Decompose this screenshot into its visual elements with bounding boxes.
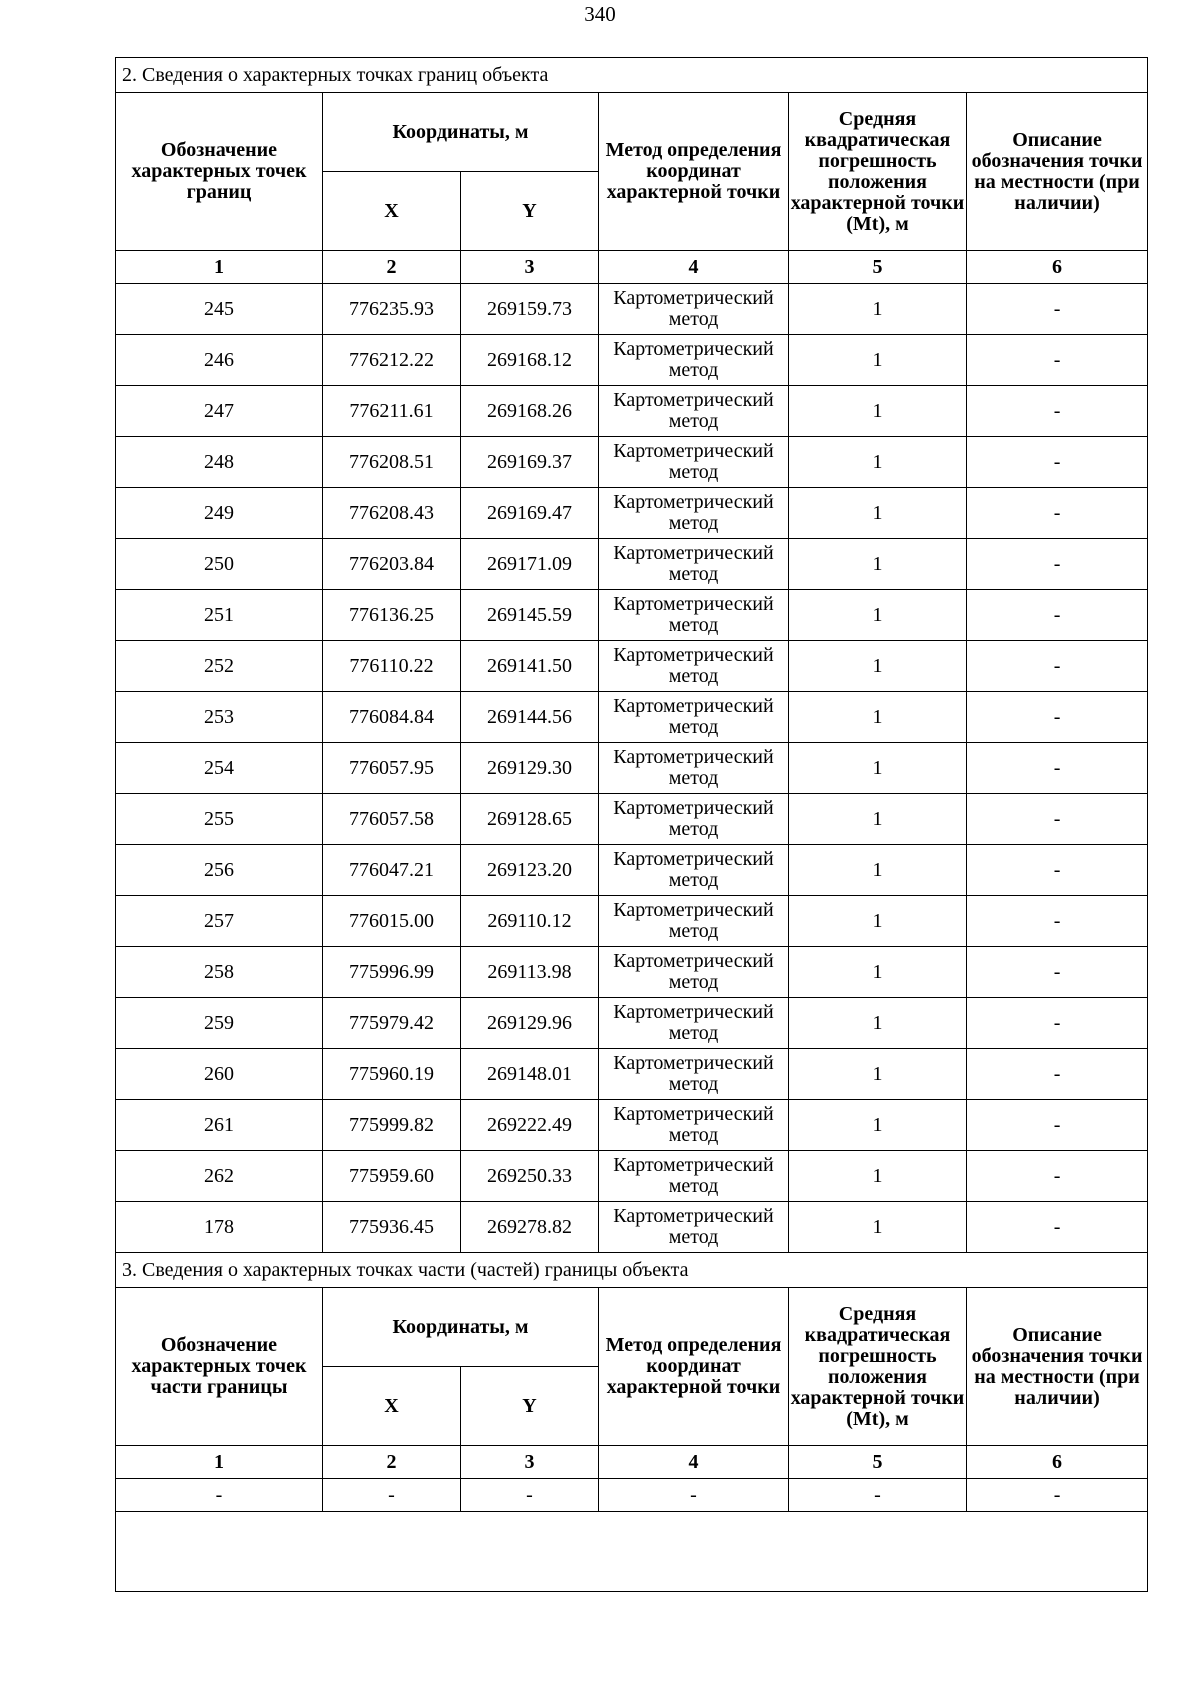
column-number: 2 — [323, 1446, 461, 1479]
method-cell: Картометрический метод — [599, 845, 789, 896]
description-cell: - — [967, 845, 1148, 896]
error-cell: 1 — [789, 1151, 967, 1202]
method-cell: Картометрический метод — [599, 386, 789, 437]
x-cell: 776208.51 — [323, 437, 461, 488]
error-cell: 1 — [789, 896, 967, 947]
error-cell: - — [789, 1479, 967, 1512]
method-cell: Картометрический метод — [599, 590, 789, 641]
y-cell: 269145.59 — [461, 590, 599, 641]
column-number: 3 — [461, 1446, 599, 1479]
column-number: 1 — [116, 1446, 323, 1479]
point-cell: 262 — [116, 1151, 323, 1202]
description-cell: - — [967, 641, 1148, 692]
column-number: 4 — [599, 1446, 789, 1479]
method-cell: Картометрический метод — [599, 284, 789, 335]
error-cell: 1 — [789, 590, 967, 641]
y-cell: 269169.47 — [461, 488, 599, 539]
header-coordinates: Координаты, м — [323, 1288, 599, 1367]
x-cell: 776110.22 — [323, 641, 461, 692]
error-cell: 1 — [789, 998, 967, 1049]
table-row — [116, 1479, 1148, 1512]
y-cell: 269168.26 — [461, 386, 599, 437]
method-cell: Картометрический метод — [599, 437, 789, 488]
x-cell: 775996.99 — [323, 947, 461, 998]
table-row — [116, 437, 1148, 488]
blank-cell — [116, 1512, 1148, 1592]
x-cell: 776203.84 — [323, 539, 461, 590]
y-cell: 269171.09 — [461, 539, 599, 590]
method-cell: Картометрический метод — [599, 1100, 789, 1151]
point-cell: 245 — [116, 284, 323, 335]
table-row — [116, 335, 1148, 386]
x-cell: - — [323, 1479, 461, 1512]
method-cell: Картометрический метод — [599, 641, 789, 692]
header-method: Метод определения координат характерной точки — [599, 93, 789, 251]
y-cell: 269222.49 — [461, 1100, 599, 1151]
error-cell: 1 — [789, 437, 967, 488]
header-error: Средняя квадратическая погрешность положения характерной точки (Mt), м — [789, 93, 967, 251]
description-cell: - — [967, 1049, 1148, 1100]
method-cell: Картометрический метод — [599, 743, 789, 794]
x-cell: 775960.19 — [323, 1049, 461, 1100]
method-cell: - — [599, 1479, 789, 1512]
table-row — [116, 386, 1148, 437]
method-cell: Картометрический метод — [599, 1202, 789, 1253]
section3-title-row — [116, 1253, 1148, 1288]
error-cell: 1 — [789, 335, 967, 386]
point-cell: 258 — [116, 947, 323, 998]
x-cell: 775959.60 — [323, 1151, 461, 1202]
header-description: Описание обозначения точки на местности (при наличии) — [967, 93, 1148, 251]
section2-title-row — [116, 58, 1148, 93]
table-row — [116, 284, 1148, 335]
header-description: Описание обозначения точки на местности (при наличии) — [967, 1288, 1148, 1446]
table-row — [116, 641, 1148, 692]
description-cell: - — [967, 335, 1148, 386]
method-cell: Картометрический метод — [599, 1151, 789, 1202]
y-cell: 269128.65 — [461, 794, 599, 845]
x-cell: 776235.93 — [323, 284, 461, 335]
table-row — [116, 1100, 1148, 1151]
column-number: 3 — [461, 251, 599, 284]
table-row — [116, 845, 1148, 896]
y-cell: 269159.73 — [461, 284, 599, 335]
error-cell: 1 — [789, 794, 967, 845]
y-cell: 269144.56 — [461, 692, 599, 743]
y-cell: 269113.98 — [461, 947, 599, 998]
error-cell: 1 — [789, 1202, 967, 1253]
description-cell: - — [967, 998, 1148, 1049]
error-cell: 1 — [789, 692, 967, 743]
description-cell: - — [967, 1202, 1148, 1253]
y-cell: 269110.12 — [461, 896, 599, 947]
header-x: X — [323, 1367, 461, 1446]
error-cell: 1 — [789, 947, 967, 998]
error-cell: 1 — [789, 641, 967, 692]
method-cell: Картометрический метод — [599, 1049, 789, 1100]
header-y: Y — [461, 172, 599, 251]
table-row — [116, 539, 1148, 590]
header-coordinates: Координаты, м — [323, 93, 599, 172]
table-row — [116, 947, 1148, 998]
point-cell: 259 — [116, 998, 323, 1049]
y-cell: 269250.33 — [461, 1151, 599, 1202]
point-cell: 251 — [116, 590, 323, 641]
y-cell: 269129.96 — [461, 998, 599, 1049]
description-cell: - — [967, 590, 1148, 641]
point-cell: 255 — [116, 794, 323, 845]
page-number: 340 — [584, 2, 616, 26]
y-cell: 269169.37 — [461, 437, 599, 488]
point-cell: 257 — [116, 896, 323, 947]
header-y: Y — [461, 1367, 599, 1446]
y-cell: - — [461, 1479, 599, 1512]
x-cell: 776136.25 — [323, 590, 461, 641]
error-cell: 1 — [789, 1100, 967, 1151]
section3-title: 3. Сведения о характерных точках части (частей) границы объекта — [116, 1253, 1148, 1288]
error-cell: 1 — [789, 386, 967, 437]
y-cell: 269168.12 — [461, 335, 599, 386]
y-cell: 269278.82 — [461, 1202, 599, 1253]
point-cell: 261 — [116, 1100, 323, 1151]
section2-column-numbers — [116, 251, 1148, 284]
column-number: 4 — [599, 251, 789, 284]
description-cell: - — [967, 386, 1148, 437]
header-error: Средняя квадратическая погрешность положения характерной точки (Mt), м — [789, 1288, 967, 1446]
table-row — [116, 896, 1148, 947]
method-cell: Картометрический метод — [599, 539, 789, 590]
error-cell: 1 — [789, 539, 967, 590]
column-number: 1 — [116, 251, 323, 284]
point-cell: - — [116, 1479, 323, 1512]
point-cell: 253 — [116, 692, 323, 743]
description-cell: - — [967, 1151, 1148, 1202]
description-cell: - — [967, 1100, 1148, 1151]
table-row — [116, 1202, 1148, 1253]
method-cell: Картометрический метод — [599, 998, 789, 1049]
x-cell: 775979.42 — [323, 998, 461, 1049]
error-cell: 1 — [789, 284, 967, 335]
x-cell: 776212.22 — [323, 335, 461, 386]
point-cell: 254 — [116, 743, 323, 794]
description-cell: - — [967, 794, 1148, 845]
table-row — [116, 590, 1148, 641]
section2-title: 2. Сведения о характерных точках границ объекта — [116, 58, 1148, 93]
column-number: 6 — [967, 1446, 1148, 1479]
table-row — [116, 488, 1148, 539]
y-cell: 269123.20 — [461, 845, 599, 896]
section2-header-row-1 — [116, 93, 1148, 172]
description-cell: - — [967, 947, 1148, 998]
point-cell: 248 — [116, 437, 323, 488]
method-cell: Картометрический метод — [599, 692, 789, 743]
x-cell: 776211.61 — [323, 386, 461, 437]
header-designation: Обозначение характерных точек границ — [116, 93, 323, 251]
method-cell: Картометрический метод — [599, 947, 789, 998]
column-number: 6 — [967, 251, 1148, 284]
column-number: 5 — [789, 1446, 967, 1479]
y-cell: 269129.30 — [461, 743, 599, 794]
x-cell: 776047.21 — [323, 845, 461, 896]
point-cell: 252 — [116, 641, 323, 692]
table-row — [116, 998, 1148, 1049]
error-cell: 1 — [789, 488, 967, 539]
boundary-points-table — [115, 57, 1148, 1592]
description-cell: - — [967, 896, 1148, 947]
point-cell: 178 — [116, 1202, 323, 1253]
table-row — [116, 1151, 1148, 1202]
point-cell: 256 — [116, 845, 323, 896]
x-cell: 775999.82 — [323, 1100, 461, 1151]
description-cell: - — [967, 488, 1148, 539]
point-cell: 249 — [116, 488, 323, 539]
description-cell: - — [967, 692, 1148, 743]
section3-column-numbers — [116, 1446, 1148, 1479]
method-cell: Картометрический метод — [599, 794, 789, 845]
description-cell: - — [967, 284, 1148, 335]
y-cell: 269148.01 — [461, 1049, 599, 1100]
point-cell: 246 — [116, 335, 323, 386]
error-cell: 1 — [789, 1049, 967, 1100]
x-cell: 776057.95 — [323, 743, 461, 794]
description-cell: - — [967, 437, 1148, 488]
method-cell: Картометрический метод — [599, 896, 789, 947]
point-cell: 260 — [116, 1049, 323, 1100]
header-method: Метод определения координат характерной точки — [599, 1288, 789, 1446]
blank-row — [116, 1512, 1148, 1592]
x-cell: 776208.43 — [323, 488, 461, 539]
description-cell: - — [967, 539, 1148, 590]
table-row — [116, 1049, 1148, 1100]
section3-header-row-1 — [116, 1288, 1148, 1367]
error-cell: 1 — [789, 845, 967, 896]
x-cell: 776015.00 — [323, 896, 461, 947]
y-cell: 269141.50 — [461, 641, 599, 692]
method-cell: Картометрический метод — [599, 488, 789, 539]
x-cell: 776057.58 — [323, 794, 461, 845]
point-cell: 247 — [116, 386, 323, 437]
header-x: X — [323, 172, 461, 251]
header-designation: Обозначение характерных точек части границы — [116, 1288, 323, 1446]
error-cell: 1 — [789, 743, 967, 794]
column-number: 2 — [323, 251, 461, 284]
method-cell: Картометрический метод — [599, 335, 789, 386]
x-cell: 775936.45 — [323, 1202, 461, 1253]
column-number: 5 — [789, 251, 967, 284]
description-cell: - — [967, 1479, 1148, 1512]
x-cell: 776084.84 — [323, 692, 461, 743]
table-row — [116, 692, 1148, 743]
description-cell: - — [967, 743, 1148, 794]
point-cell: 250 — [116, 539, 323, 590]
table-row — [116, 794, 1148, 845]
table-row — [116, 743, 1148, 794]
